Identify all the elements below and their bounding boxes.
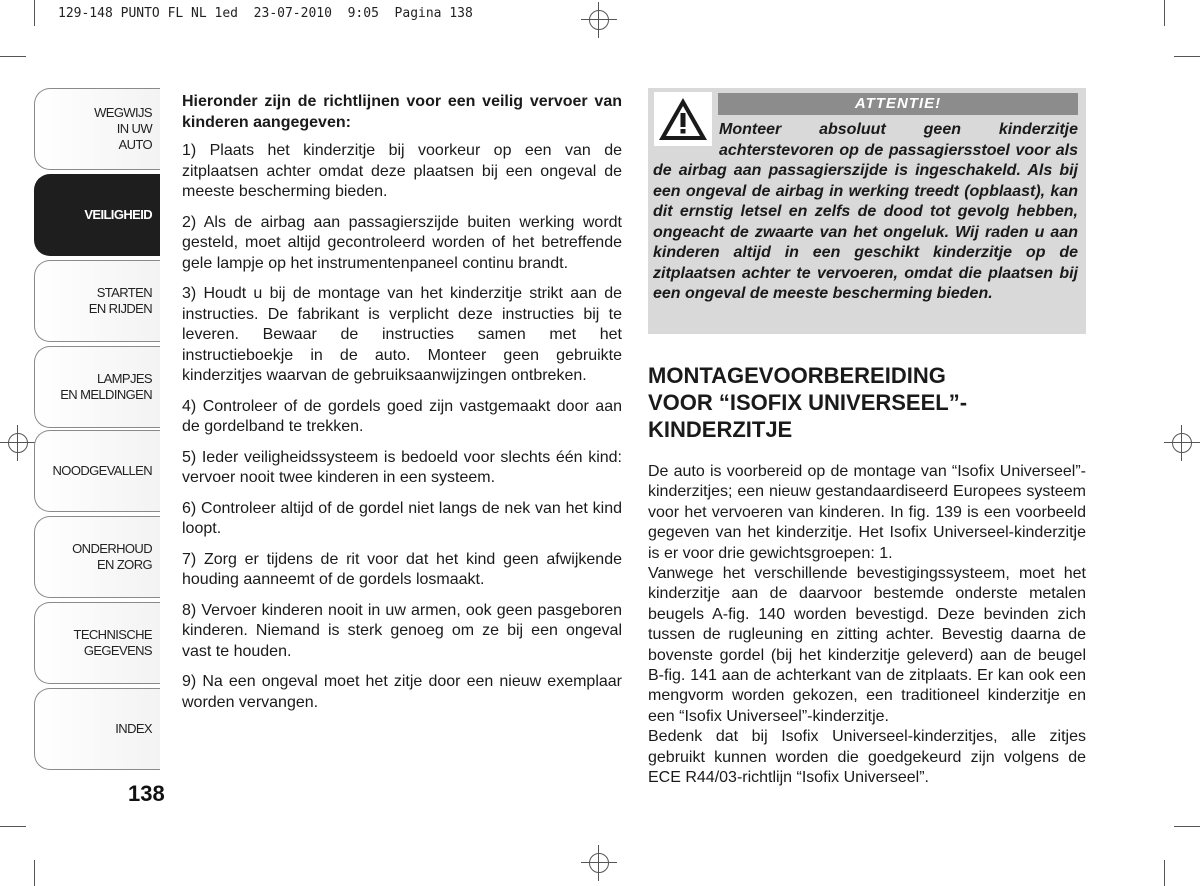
- warning-text: Monteer absoluut geen kinderzitje achterstevoren op de passagiersstoel voor als de airbag aan passagierszijde is ingeschakeld. Als bij een ongeval de airbag in werking treedt (opblaast), kan dit ernstig letsel en zelfs de dood tot gevolg hebben, ongeacht de zwaarte van het ongeluk. Wij raden u aan kinderen altijd in een geschikt kinderzitje op de zitplaatsen achter te vervoeren, omdat die plaatsen bij een ongeval de meeste bescherming bieden.: [653, 121, 1078, 302]
- crop-mark: [1174, 826, 1200, 827]
- guideline-item: 5) Ieder veiligheidssysteem is bedoeld voor slechts één kind: vervoer nooit twee kinderen in een systeem.: [182, 448, 622, 486]
- body-paragraph: Bedenk dat bij Isofix Universeel-kinderzitjes, alle zitjes gebruikt kunnen worden die goedgekeurd zijn volgens de ECE R44/03-richtlijn “Isofix Universeel”.: [648, 728, 1086, 787]
- tab-onderhoud[interactable]: ONDERHOUD EN ZORG: [34, 516, 160, 598]
- guideline-item: 8) Vervoer kinderen nooit in uw armen, ook geen pasgeboren kinderen. Niemand is sterk genoeg om ze bij een ongeval vast te houden.: [182, 601, 622, 660]
- warning-title: ATTENTIE!: [718, 93, 1078, 115]
- crop-mark: [1164, 0, 1165, 26]
- section-heading: MONTAGEVOORBEREIDING VOOR “ISOFIX UNIVERSEEL”- KINDERZITJE: [648, 363, 968, 442]
- registration-mark-bottom: [581, 845, 617, 881]
- registration-mark-right: [1164, 425, 1200, 461]
- guideline-item: 3) Houdt u bij de montage van het kinderzitje strikt aan de instructies. De fabrikant is verplicht deze instructies bij te leveren. Bewaar de instructies samen met het instructieboekje in de auto. Monteer geen gebruikte kinderzitjes waarvan de gebruiksaanwijzingen ontbreken.: [182, 285, 622, 384]
- body-paragraph: Vanwege het verschillende bevestigingssysteem, moet het kinderzitje aan de daarvoor bestemde onderste metalen beugels A-fig. 140 worden bevestigd. Deze bevinden zich tussen de rugleuning en zitting achter. Bevestig daarna de bovenste gordel (bij het kinderzitje geleverd) aan de beugel B-fig. 141 aan de achterkant van de zitplaats. Er kan ook een mengvorm worden gekozen, een traditioneel kinderzitje en een “Isofix Universeel”-kinderzitje.: [648, 565, 1086, 725]
- guideline-item: 7) Zorg er tijdens de rit voor dat het kind geen afwijkende houding aanneemt of de gordels losmaakt.: [182, 550, 622, 588]
- right-column: [648, 462, 1086, 789]
- crop-mark: [34, 860, 35, 886]
- guideline-item: 2) Als de airbag aan passagierszijde buiten werking wordt gesteld, moet altijd gecontroleerd worden of het betreffende gele lampje op het instrumentenpaneel continu brandt.: [182, 213, 622, 272]
- guideline-item: 1) Plaats het kinderzitje bij voorkeur op een van de zitplaatsen achter omdat deze plaatsen bij een ongeval de meeste bescherming bieden.: [182, 142, 622, 200]
- guideline-item: 4) Controleer of de gordels goed zijn vastgemaakt door aan de gordelband te trekken.: [182, 397, 622, 435]
- body-paragraph: De auto is voorbereid op de montage van “Isofix Universeel”-kinderzitjes; een nieuw gestandaardiseerd Europees systeem voor het vervoeren van kinderen. In fig. 139 is een voorbeeld gegeven van het kinderzitje. Het Isofix Universeel-kinderzitje is er voor drie gewichtsgroepen: 1.: [648, 463, 1086, 562]
- page-number: 138: [128, 781, 165, 806]
- left-column: [182, 92, 622, 723]
- crop-mark: [0, 826, 26, 827]
- tab-veiligheid[interactable]: VEILIGHEID: [34, 174, 160, 256]
- tab-index[interactable]: INDEX: [34, 688, 160, 770]
- warning-text-block: [653, 120, 1078, 305]
- crop-mark: [1174, 56, 1200, 57]
- tab-lampjes[interactable]: LAMPJES EN MELDINGEN: [34, 346, 160, 428]
- crop-mark: [0, 56, 26, 57]
- guideline-item: 9) Na een ongeval moet het zitje door een nieuw exemplaar worden vervangen.: [182, 673, 622, 711]
- tab-wegwijs[interactable]: WEGWIJS IN UW AUTO: [34, 88, 160, 170]
- crop-mark: [1164, 860, 1165, 886]
- tab-noodgevallen[interactable]: NOODGEVALLEN: [34, 430, 160, 512]
- tab-starten[interactable]: STARTEN EN RIJDEN: [34, 260, 160, 342]
- crop-mark: [34, 0, 35, 26]
- guideline-item: 6) Controleer altijd of de gordel niet langs de nek van het kind loopt.: [182, 499, 622, 537]
- warning-box: [648, 88, 1086, 334]
- tab-technische[interactable]: TECHNISCHE GEGEVENS: [34, 602, 160, 684]
- registration-mark-top: [581, 2, 617, 38]
- icon-spacer: [653, 120, 719, 160]
- registration-mark-left: [0, 425, 36, 461]
- guidelines-intro: Hieronder zijn de richtlijnen voor een veilig vervoer van kinderen aangegeven:: [182, 93, 622, 131]
- print-info-header: 129-148 PUNTO FL NL 1ed 23-07-2010 9:05 Pagina 138: [58, 6, 473, 21]
